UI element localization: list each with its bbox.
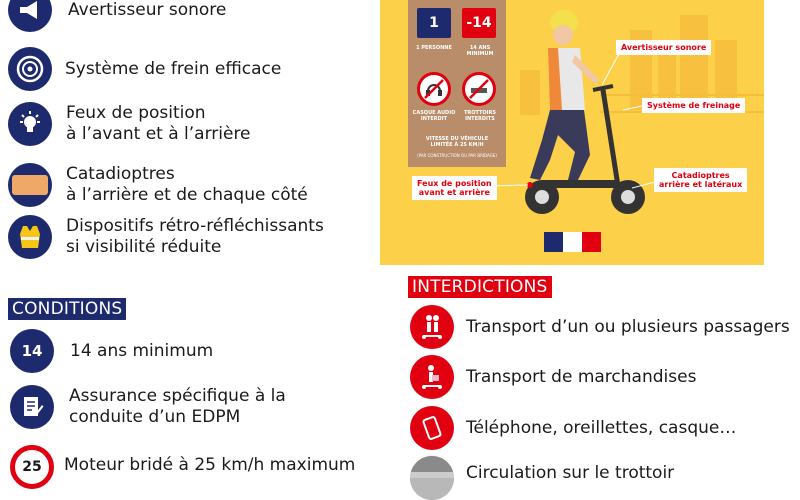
sidewalk-forbidden-text: TROTTOIRS INTERDITS — [463, 110, 496, 122]
equipment-label-line2: à l’avant et à l’arrière — [66, 124, 251, 144]
label-brake: Système de freinage — [642, 98, 745, 113]
interdiction-passengers — [410, 305, 790, 349]
condition-insurance — [10, 385, 286, 429]
equipment-label-line2: si visibilité réduite — [66, 237, 222, 257]
speed-limit-note: (PAR CONSTRUCTION OU PAR BRIDAGE) — [417, 153, 497, 158]
label-lights-line1: Feux de position — [417, 179, 492, 188]
interdiction-label: Téléphone, oreillettes, casque… — [466, 417, 737, 438]
passengers-icon — [410, 305, 454, 349]
safety-vest-icon — [8, 215, 52, 259]
interdictions-title: INTERDICTIONS — [408, 276, 552, 298]
interdiction-goods — [410, 355, 696, 399]
condition-speed — [10, 445, 355, 489]
scooter-illustration — [380, 0, 764, 265]
rider-graphic — [530, 10, 600, 180]
label-reflectors-line2: arrière et latéraux — [659, 180, 743, 189]
equipment-item-reflectors — [8, 163, 308, 207]
goods-icon — [410, 355, 454, 399]
age-minus-14-badge — [462, 8, 496, 38]
equipment-label-line1: Catadioptres — [66, 164, 175, 184]
label-lights-line2: avant et arrière — [418, 188, 490, 197]
conditions-title: CONDITIONS — [8, 298, 126, 320]
age-badge: 14 — [10, 329, 54, 373]
label-lights — [412, 176, 497, 200]
equipment-label: Avertisseur sonore — [68, 0, 227, 20]
horn-icon — [8, 0, 52, 32]
condition-age — [10, 329, 213, 373]
equipment-label-line1: Dispositifs rétro-réfléchissants — [66, 216, 324, 236]
equipment-label: Système de frein efficace — [65, 58, 282, 79]
label-horn: Avertisseur sonore — [616, 40, 711, 55]
speed-limit-25-badge — [10, 445, 54, 489]
equipment-label-line1: Feux de position — [66, 103, 206, 123]
age-badge-value: -14 — [466, 15, 492, 31]
condition-label: 14 ans minimum — [70, 340, 214, 361]
brake-disc-icon — [8, 47, 52, 91]
speed-limit-value: 25 — [22, 459, 42, 475]
label-reflectors — [654, 168, 747, 192]
reflector-icon — [8, 163, 52, 207]
rules-panel — [408, 0, 506, 167]
sidewalk-icon — [410, 456, 454, 500]
interdiction-label: Circulation sur le trottoir — [466, 462, 675, 483]
one-person-badge — [417, 8, 451, 38]
interdiction-label: Transport d’un ou plusieurs passagers — [466, 316, 790, 337]
interdiction-sidewalk — [410, 456, 674, 500]
one-person-text: 1 PERSONNE — [416, 45, 452, 51]
insurance-document-icon — [10, 385, 54, 429]
one-person-value: 1 — [429, 15, 439, 31]
interdiction-phone — [410, 406, 736, 450]
audio-forbidden-text: CASQUE AUDIO INTERDIT — [412, 110, 456, 122]
speed-limit-text: VITESSE DU VÉHICULE LIMITÉE À 25 KM/H — [425, 136, 489, 148]
equipment-item-lights — [8, 102, 251, 146]
equipment-item-vest — [8, 215, 324, 259]
condition-label-line1: Assurance spécifique à la — [69, 386, 286, 406]
headphones-forbidden-icon — [417, 72, 451, 106]
interdiction-label: Transport de marchandises — [466, 366, 697, 387]
condition-label: Moteur bridé à 25 km/h maximum — [64, 454, 356, 475]
light-bulb-icon — [8, 102, 52, 146]
condition-label-line2: conduite d’un EDPM — [69, 407, 241, 427]
sidewalk-forbidden-icon — [462, 72, 496, 106]
equipment-label-line2: à l’arrière et de chaque côté — [66, 185, 308, 205]
label-reflectors-line1: Catadioptres — [671, 171, 730, 180]
phone-icon — [410, 406, 454, 450]
equipment-item-brake — [8, 47, 281, 91]
french-republic-logo — [544, 232, 601, 252]
age-text: 14 ANS MINIMUM — [466, 45, 494, 57]
equipment-item-horn — [8, 0, 226, 32]
